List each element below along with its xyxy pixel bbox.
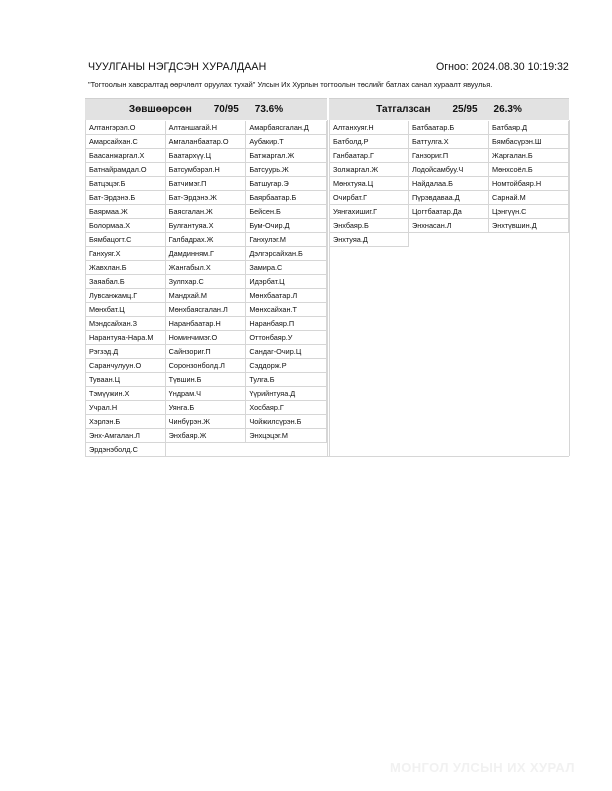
approved-member-name: Бат-Эрдэнэ.Б xyxy=(85,191,166,205)
approved-member-name: Баясгалан.Ж xyxy=(166,205,247,219)
approved-member-name: Галбадрах.Ж xyxy=(166,233,247,247)
approved-member-name: Үндрам.Ч xyxy=(166,387,247,401)
rejected-member-name: Уянгахишиг.Г xyxy=(329,205,409,219)
approved-member-name: Идэрбат.Ц xyxy=(246,275,327,289)
rejected-member-name: Цогтбаатар.Да xyxy=(409,205,489,219)
approved-header xyxy=(85,98,327,120)
approved-member-name: Дамдинням.Г xyxy=(166,247,247,261)
approved-member-name: Энхбаяр.Ж xyxy=(166,429,247,443)
approved-member-name: Түвшин.Б xyxy=(166,373,247,387)
rejected-member-name: Ганбаатар.Г xyxy=(329,149,409,163)
approved-member-name: Бат-Эрдэнэ.Ж xyxy=(166,191,247,205)
block-divider-right xyxy=(569,120,570,456)
rejected-member-name: Батбаяр.Д xyxy=(489,121,569,135)
approved-percent: 73.6% xyxy=(254,104,284,115)
rejected-header xyxy=(329,98,569,120)
approved-member-name: Баярмаа.Ж xyxy=(85,205,166,219)
approved-member-name: Мөнхбаатар.Л xyxy=(246,289,327,303)
rejected-member-name: Найдалаа.Б xyxy=(409,177,489,191)
approved-member-name: Ганхулэг.М xyxy=(246,233,327,247)
approved-member-name: Батсумбэрэл.Н xyxy=(166,163,247,177)
approved-count: 70/95 xyxy=(213,104,239,115)
approved-member-name: Амгаланбаатар.О xyxy=(166,135,247,149)
approved-member-name: Дэлгэрсайхан.Б xyxy=(246,247,327,261)
approved-member-name: Мандхай.М xyxy=(166,289,247,303)
approved-member-name: Алтангэрэл.О xyxy=(85,121,166,135)
approved-member-name: Баатархүү.Ц xyxy=(166,149,247,163)
approved-member-name: Баярбаатар.Б xyxy=(246,191,327,205)
approved-member-name: Ганхуяг.Х xyxy=(85,247,166,261)
approved-member-name: Хосбаяр.Г xyxy=(246,401,327,415)
approved-member-name: Амарбаясгалан.Д xyxy=(246,121,327,135)
approved-member-name: Үүрийнтуяа.Д xyxy=(246,387,327,401)
approved-member-name: Болормаа.Х xyxy=(85,219,166,233)
approved-member-name: Чинбүрэн.Ж xyxy=(166,415,247,429)
watermark-text: МОНГОЛ УЛСЫН ИХ ХУРАЛ xyxy=(390,760,575,775)
approved-member-name: Мөнхбаясгалан.Л xyxy=(166,303,247,317)
block-divider-mid-b xyxy=(329,120,330,456)
approved-member-name: Заяабал.Б xyxy=(85,275,166,289)
vote-date: Огноо: 2024.08.30 10:19:32 xyxy=(436,61,569,73)
rejected-member-name: Алтанхуяг.Н xyxy=(329,121,409,135)
approved-member-name: Тэмүүжин.Х xyxy=(85,387,166,401)
approved-member-name: Сандаг-Очир.Ц xyxy=(246,345,327,359)
approved-member-name: Наранбаяр.П xyxy=(246,317,327,331)
rejected-member-name: Мөнхсоёл.Б xyxy=(489,163,569,177)
approved-member-name: Жангабыл.Х xyxy=(166,261,247,275)
approved-member-name: Амарсайхан.С xyxy=(85,135,166,149)
rejected-member-name: Цэнгүүн.С xyxy=(489,205,569,219)
approved-member-name: Зулпхар.С xyxy=(166,275,247,289)
approved-member-name: Учрал.Н xyxy=(85,401,166,415)
approved-member-name: Хэрлэн.Б xyxy=(85,415,166,429)
rejected-member-name: Батбаатар.Б xyxy=(409,121,489,135)
table-bottom-border xyxy=(85,456,569,457)
approved-block xyxy=(85,98,327,457)
rejected-member-name: Баттулга.Х xyxy=(409,135,489,149)
rejected-names-grid xyxy=(329,121,569,247)
rejected-member-name: Пүрэвдаваа.Д xyxy=(409,191,489,205)
rejected-member-name: Сарнай.М xyxy=(489,191,569,205)
approved-member-name: Соронзонболд.Л xyxy=(166,359,247,373)
approved-member-name: Алтаншагай.Н xyxy=(166,121,247,135)
rejected-member-name: Энхтүвшин.Д xyxy=(489,219,569,233)
approved-member-name: Тулга.Б xyxy=(246,373,327,387)
rejected-member-name: Номтойбаяр.Н xyxy=(489,177,569,191)
approved-member-name: Лувсанжамц.Г xyxy=(85,289,166,303)
approved-member-name: Баасанжаргал.Х xyxy=(85,149,166,163)
approved-names-grid xyxy=(85,121,327,457)
rejected-member-name: Очирбат.Г xyxy=(329,191,409,205)
approved-member-name: Батшугар.Э xyxy=(246,177,327,191)
approved-member-name: Уянга.Б xyxy=(166,401,247,415)
approved-member-name: Батнайрамдал.О xyxy=(85,163,166,177)
rejected-member-name: Батболд.Р xyxy=(329,135,409,149)
rejected-member-name: Лодойсамбуу.Ч xyxy=(409,163,489,177)
approved-member-name: Наранбаатар.Н xyxy=(166,317,247,331)
approved-member-name: Энхцэцэг.М xyxy=(246,429,327,443)
vote-subject: "Тогтоолын хавсралтад өөрчлөлт оруулах тухай" Улсын Их Хурлын тогтоолын төслийг батлах санал хураалт явуулья. xyxy=(88,80,493,89)
approved-member-name: Батцэцэг.Б xyxy=(85,177,166,191)
rejected-count: 25/95 xyxy=(452,104,478,115)
approved-member-name: Мэндсайхан.З xyxy=(85,317,166,331)
approved-member-name: Замира.С xyxy=(246,261,327,275)
approved-member-name: Аубакир.Т xyxy=(246,135,327,149)
page-title: ЧУУЛГАНЫ НЭГДСЭН ХУРАЛДААН xyxy=(88,61,267,73)
rejected-member-name: Энхнасан.Л xyxy=(409,219,489,233)
rejected-member-name: Жаргалан.Б xyxy=(489,149,569,163)
rejected-member-name: Энхбаяр.Б xyxy=(329,219,409,233)
approved-member-name: Номинчимэг.О xyxy=(166,331,247,345)
approved-member-name: Бейсен.Б xyxy=(246,205,327,219)
approved-member-name: Эрдэнэболд.С xyxy=(85,443,166,457)
block-divider-mid-a xyxy=(327,120,328,456)
approved-member-name: Нарантуяа-Нара.М xyxy=(85,331,166,345)
approved-member-name: Мөнхсайхан.Т xyxy=(246,303,327,317)
approved-member-name: Батчимэг.П xyxy=(166,177,247,191)
approved-member-name: Сэддорж.Р xyxy=(246,359,327,373)
approved-member-name: Жавхлан.Б xyxy=(85,261,166,275)
approved-member-name: Оттонбаяр.У xyxy=(246,331,327,345)
approved-member-name: Рэгзэд.Д xyxy=(85,345,166,359)
rejected-label: Татгалзсан xyxy=(376,104,431,115)
approved-member-name: Сайнзориг.П xyxy=(166,345,247,359)
rejected-member-name: Бямбасүрэн.Ш xyxy=(489,135,569,149)
approved-member-name: Бум-Очир.Д xyxy=(246,219,327,233)
block-divider-left xyxy=(85,120,86,456)
rejected-block xyxy=(329,98,569,247)
approved-member-name: Батсуурь.Ж xyxy=(246,163,327,177)
approved-member-name: Мөнхбат.Ц xyxy=(85,303,166,317)
rejected-member-name: Ганзориг.П xyxy=(409,149,489,163)
rejected-member-name: Золжаргал.Ж xyxy=(329,163,409,177)
approved-member-name: Туваан.Ц xyxy=(85,373,166,387)
approved-member-name: Бямбацогт.С xyxy=(85,233,166,247)
approved-member-name: Батжаргал.Ж xyxy=(246,149,327,163)
approved-member-name: Энх-Амгалан.Л xyxy=(85,429,166,443)
rejected-percent: 26.3% xyxy=(493,104,522,115)
rejected-member-name: Мөнхтуяа.Ц xyxy=(329,177,409,191)
approved-member-name: Чойжилсүрэн.Б xyxy=(246,415,327,429)
approved-member-name: Саранчулуун.О xyxy=(85,359,166,373)
approved-label: Зөвшөөрсөн xyxy=(128,104,192,115)
approved-member-name: Булгантуяа.Х xyxy=(166,219,247,233)
rejected-member-name: Энхтуяа.Д xyxy=(329,233,409,247)
